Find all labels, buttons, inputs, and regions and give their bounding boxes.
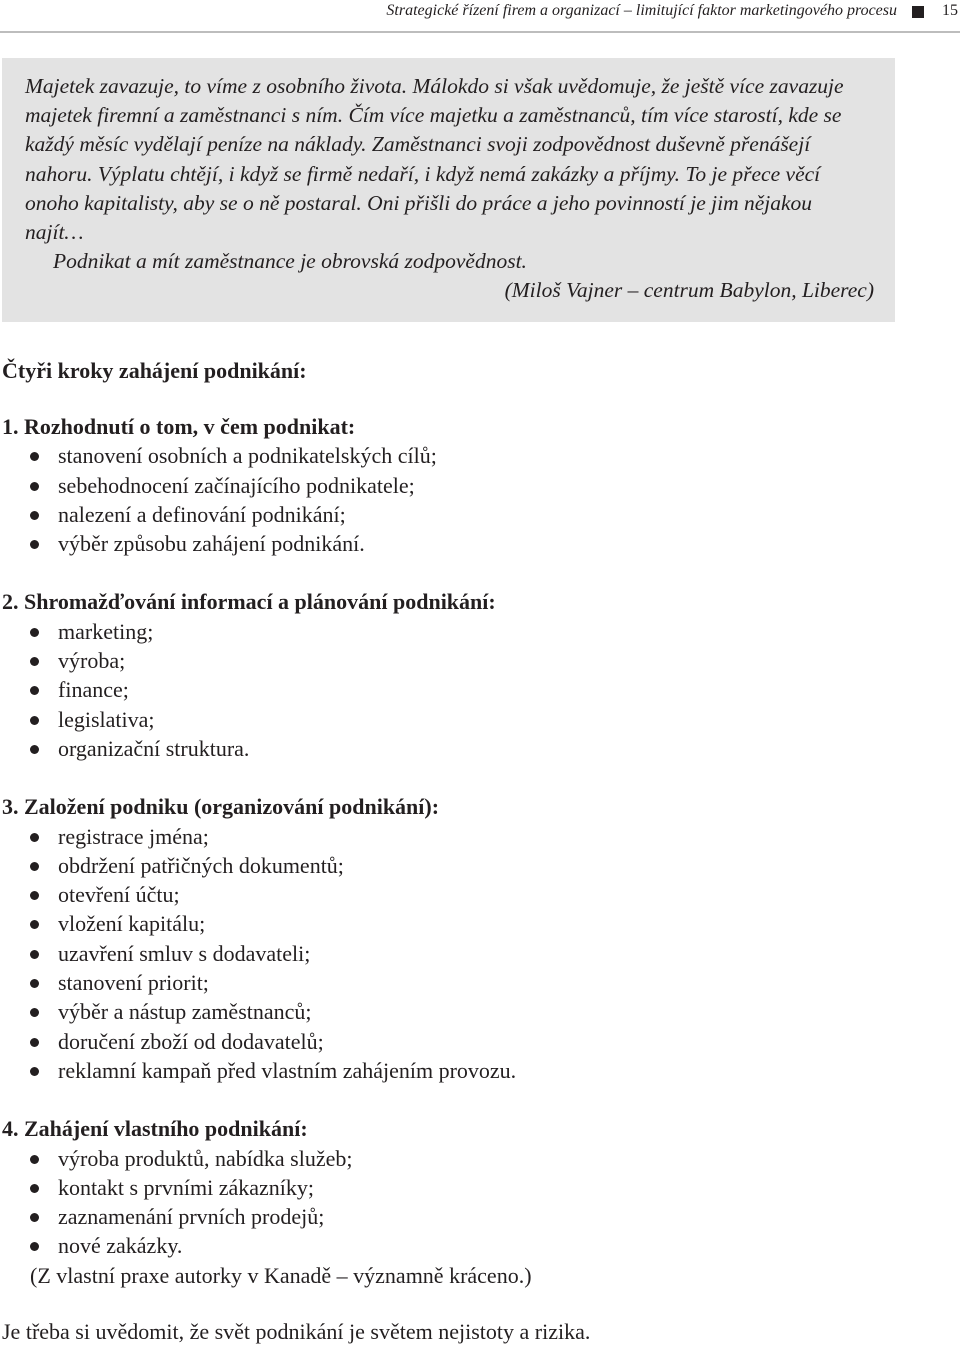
list-item-text: výroba; <box>58 648 126 674</box>
list-item-text: uzavření smluv s dodavateli; <box>58 940 311 966</box>
quote-last-line: Podnikat a mít zaměstnance je obrovská zodpovědnost. <box>53 249 527 274</box>
step-2 <box>2 587 902 763</box>
list-item <box>2 939 902 968</box>
list-item-text: obdržení patřičných dokumentů; <box>58 852 344 878</box>
header-rule <box>0 31 960 33</box>
list-item-text: finance; <box>58 677 129 703</box>
page-number: 15 <box>942 2 958 19</box>
list-item <box>2 997 902 1026</box>
list-item <box>2 1027 902 1056</box>
bullet-icon <box>30 862 39 871</box>
list-item <box>2 1144 902 1173</box>
page-header <box>0 2 960 28</box>
list-item-text: nové zakázky. <box>58 1233 183 1259</box>
list-item <box>2 1056 902 1085</box>
list-item <box>2 705 902 734</box>
steps-list <box>2 412 902 1319</box>
list-item <box>2 471 902 500</box>
section-heading: Čtyři kroky zahájení podnikání: <box>2 358 307 383</box>
quote-box <box>2 58 895 322</box>
bullet-icon <box>30 1008 39 1017</box>
list-item <box>2 441 902 470</box>
list-item <box>2 1202 902 1231</box>
bullet-icon <box>30 1155 39 1164</box>
list-item-text: organizační struktura. <box>58 735 250 761</box>
list-item-text: registrace jména; <box>58 823 209 849</box>
list-item <box>2 675 902 704</box>
list-item <box>2 909 902 938</box>
list-item-text: vložení kapitálu; <box>58 911 206 937</box>
step-items <box>2 617 902 763</box>
bullet-icon <box>30 628 39 637</box>
list-item <box>2 1231 902 1260</box>
list-item-text: otevření účtu; <box>58 882 180 908</box>
list-item-text: reklamní kampaň před vlastním zahájením provozu. <box>58 1057 517 1083</box>
bullet-icon <box>30 1067 39 1076</box>
bullet-icon <box>30 482 39 491</box>
list-item-text: výroba produktů, nabídka služeb; <box>58 1145 353 1171</box>
step-title: 4. Zahájení vlastního podnikání: <box>2 1116 308 1142</box>
list-item <box>2 617 902 646</box>
bullet-icon <box>30 1038 39 1047</box>
step-items <box>2 441 902 558</box>
step-3 <box>2 792 902 1085</box>
list-item-text: kontakt s prvními zákazníky; <box>58 1174 314 1200</box>
bullet-icon <box>30 540 39 549</box>
closing-sentence: Je třeba si uvědomit, že svět podnikání je světem nejistoty a rizika. <box>2 1319 591 1344</box>
bullet-icon <box>30 979 39 988</box>
bullet-icon <box>30 686 39 695</box>
list-item <box>2 734 902 763</box>
list-item-text: sebehodnocení začínajícího podnikatele; <box>58 472 415 498</box>
list-item-text: výběr způsobu zahájení podnikání. <box>58 531 365 557</box>
bullet-icon <box>30 833 39 842</box>
bullet-icon <box>30 1213 39 1222</box>
bullet-icon <box>30 745 39 754</box>
list-item-text: stanovení osobních a podnikatelských cílů; <box>58 443 437 469</box>
list-item <box>2 968 902 997</box>
step-4 <box>2 1114 902 1290</box>
step-note: (Z vlastní praxe autorky v Kanadě – významně kráceno.) <box>30 1262 532 1288</box>
bullet-icon <box>30 950 39 959</box>
step-title: 2. Shromažďování informací a plánování podnikání: <box>2 589 496 615</box>
list-item-text: zaznamenání prvních prodejů; <box>58 1204 325 1230</box>
bullet-icon <box>30 920 39 929</box>
list-item <box>2 851 902 880</box>
bullet-icon <box>30 891 39 900</box>
step-1 <box>2 412 902 558</box>
bullet-icon <box>30 716 39 725</box>
quote-body: Majetek zavazuje, to víme z osobního života. Málokdo si však uvědomuje, že ještě více zavazuje majetek firemní a zaměstnanci s ním. Čím více majetku a zaměstnanců, tím více starostí, kde se každý měsíc vydělají peníze na náklady. Zaměstnanci svoji zodpovědnost duševně přenášejí nahoru. Výplatu chtějí, i když se firmě nedaří, i když nemá zakázky a příjmy. To je přece věcí onoho kapitalisty, aby se o ně postaral. Oni přišli do práce a jeho povinností je jim nějakou najít… <box>25 74 844 245</box>
list-item-text: výběr a nástup zaměstnanců; <box>58 999 312 1025</box>
list-item <box>2 1173 902 1202</box>
list-item <box>2 529 902 558</box>
bullet-icon <box>30 511 39 520</box>
list-item-text: marketing; <box>58 618 154 644</box>
bullet-icon <box>30 452 39 461</box>
list-item <box>2 500 902 529</box>
list-item <box>2 646 902 675</box>
bullet-icon <box>30 1242 39 1251</box>
list-item-text: stanovení priorit; <box>58 970 209 996</box>
header-square-marker <box>912 6 924 18</box>
list-item <box>2 880 902 909</box>
step-title: 3. Založení podniku (organizování podnikání): <box>2 794 440 820</box>
step-items <box>2 822 902 1086</box>
running-title: Strategické řízení firem a organizací – limitující faktor marketingového procesu <box>386 2 897 19</box>
step-items <box>2 1144 902 1261</box>
bullet-icon <box>30 1184 39 1193</box>
step-title: 1. Rozhodnutí o tom, v čem podnikat: <box>2 414 356 439</box>
list-item <box>2 822 902 851</box>
list-item-text: legislativa; <box>58 706 155 732</box>
list-item-text: doručení zboží od dodavatelů; <box>58 1028 324 1054</box>
quote-source: (Miloš Vajner – centrum Babylon, Liberec) <box>504 278 874 303</box>
bullet-icon <box>30 657 39 666</box>
list-item-text: nalezení a definování podnikání; <box>58 501 346 527</box>
